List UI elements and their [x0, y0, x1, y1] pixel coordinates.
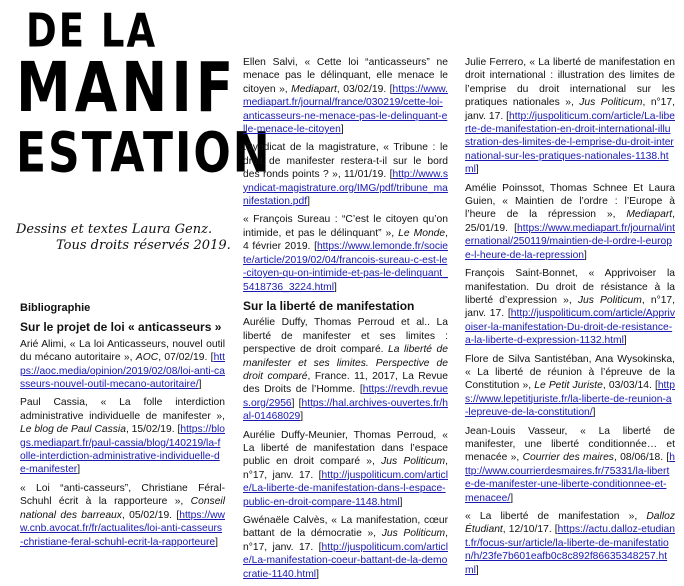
entry-link[interactable]: https://www.mediapart.fr/journal/france/030219/cette-loi-anticasseurs-ne-menace-pas-le-delinquant-elle-menace-le-citoyen [243, 83, 449, 136]
entry-source: Le Monde [398, 227, 446, 239]
entry-details: , 4 février 2019. [ [243, 227, 448, 253]
bibliography-right [465, 56, 675, 582]
entry-text: « Loi “anti-casseurs”, Christiane Féral-Schuhl écrit à la rapporteure », [20, 482, 225, 508]
entry-bracket: ] [307, 196, 310, 208]
entry-bracket: ] [475, 164, 479, 176]
entry-bracket: ] [584, 249, 587, 261]
entry-bracket: ] [215, 536, 219, 548]
entry-link[interactable]: http://juspoliticum.com/article/Apprivoiser-la-manifestation-Du-droit-de-resistance-a-la-liberte-d-expression-1132.html [465, 308, 675, 347]
credits [16, 222, 231, 254]
section-heading-liberte: Sur la liberté de manifestation [243, 298, 415, 313]
entry-text: Ellen Salvi, « Cette loi “anticasseurs” ne menace pas le délinquant, elle menace le citoyen », [243, 57, 448, 95]
entry-bracket: ] [334, 281, 337, 293]
entry-details: , France. 11, 2017, La Revue des Droits de l’Homme. [ [243, 370, 449, 396]
bibliography-heading: Bibliographie [20, 302, 91, 314]
entry-bracket: ] [300, 411, 304, 423]
entry-details: , n°17, janv. 17. [ [243, 528, 448, 553]
bibliography-entry [465, 182, 675, 262]
bibliography-entry [20, 396, 225, 476]
credit-line-2: Tous droits réservés 2019. [56, 238, 231, 253]
entry-bracket: ] [340, 124, 344, 136]
entry-link[interactable]: https://www.lepetitjuriste.fr/la-liberte-de-reunion-a-lepreuve-de-la-constitution/ [465, 380, 676, 419]
entry-text: tSyndicat de la magistrature, « Tribune : le droit de manifester restera-t-il sur le bord des ronds points ? », 11/01/19. [ [243, 142, 448, 181]
entry-text: Aurélie Duffy-Meunier, Thomas Perroud, « La liberté de manifestation dans l’espace public en droit comparé », [243, 429, 448, 468]
entry-link[interactable]: https://hal.archives-ouvertes.fr/hal-01468029 [243, 397, 448, 423]
bibliography-entry [465, 267, 675, 347]
bibliography-entry [243, 429, 448, 509]
entry-source: Mediapart [291, 83, 337, 95]
entry-bracket: ] [399, 496, 403, 508]
entry-details: , 25/01/19. [ [465, 209, 675, 234]
entry-link[interactable]: https://www.mediapart.fr/journal/international/250119/maintien-de-l-ordre-l-europe-l-heure-de-la-repression [465, 222, 675, 261]
bibliography-entry [20, 482, 225, 549]
entry-link[interactable]: http://juspoliticum.com/article/La-liberte-de-manifestation-en-droit-international-illustration-des-limites-de-l-emprise-du-droit-international-sur-les-pratiques-nationales-1138.html [465, 110, 675, 176]
bibliography-entry [243, 316, 448, 423]
entry-details: , 03/03/14. [ [602, 380, 658, 392]
entry-source: Jus Politicum [381, 456, 446, 468]
bibliography-entry [243, 213, 448, 293]
entry-link[interactable]: https://www.cnb.avocat.fr/fr/actualites/loi-anti-casseurs-christiane-feral-schuhl-ecrit-la-rapporteure [20, 509, 225, 548]
bibliography-entry [465, 510, 675, 577]
entry-text: Paul Cassia, « La folle interdiction administrative individuelle de manifester », [20, 397, 225, 422]
entry-link[interactable]: https://revdh.revues.org/2956 [243, 384, 448, 409]
entry-details: , 08/06/18. [ [613, 452, 670, 464]
title-artwork [16, 3, 272, 185]
entry-text: « François Sureau : “C’est le citoyen qu’on intimide, et pas le délinquant” », [243, 214, 448, 239]
bibliography-left [20, 302, 225, 554]
entry-bracket: ] [592, 407, 596, 419]
entry-bracket: ] [316, 568, 319, 580]
bibliography-entry [20, 338, 225, 392]
entry-link[interactable]: https://actu.dalloz-etudiant.fr/focus-sur/article/la-liberte-de-manifestation/h/23fe7b601eafb0c8c892f86635348257.html [465, 524, 675, 576]
entry-bracket: ] [623, 335, 627, 347]
entry-source: Jus Politicum [381, 528, 446, 540]
entry-text: Arié Alimi, « La loi Anticasseurs, nouvel outil du mécano autoritaire », [20, 338, 225, 364]
entry-details: , 15/02/19. [ [125, 424, 181, 436]
entry-text: François Saint-Bonnet, « Apprivoiser la manifestation. Du droit de résistance à la liberté d’expression », [465, 268, 675, 306]
bibliography-entry [465, 425, 675, 505]
bibliography-entry [243, 514, 448, 581]
entry-text: Amélie Poinssot, Thomas Schnee Et Laura Guien, « Maintien de l’ordre : l’Europe à l’heure de la répression », [465, 182, 675, 221]
entry-link[interactable]: http://juspoliticum.com/article/La-manifestation-coeur-battant-de-la-democratie-1140.html [243, 541, 448, 580]
bibliography-middle [243, 56, 448, 586]
entry-source: AOC [135, 352, 159, 364]
section-1-entries [20, 338, 225, 549]
entry-text: Jean-Louis Vasseur, « La liberté de manifester, une liberté conditionnée… et menacée », [465, 425, 675, 464]
entry-text: Julie Ferrero, « La liberté de manifestation en droit international : illustration des limites de l’emprise du droit international sur les pratiques nationales », [465, 57, 675, 109]
entry-separator: ] [ [291, 397, 302, 409]
title-line-1: DE LA [26, 3, 158, 58]
entry-link[interactable]: https://www.lemonde.fr/societe/article/2019/02/04/francois-sureau-c-est-le-citoyen-qu-on-intimide-et-pas-le-delinquant_5418736_3224.html [243, 241, 448, 293]
entry-source: Jus Politicum [579, 97, 643, 109]
entry-source: Jus Politicum [577, 294, 642, 306]
entry-source: Courrier des maires [522, 452, 614, 464]
bibliography-entry [465, 353, 675, 420]
entry-details: , n°17, janv. 17. [ [243, 456, 449, 481]
entry-details: , 05/02/19. [ [121, 509, 180, 521]
section-2-entries [243, 316, 448, 581]
entry-details: , n°17, janv. 17. [ [465, 97, 675, 122]
entry-source: Le Petit Juriste [534, 380, 603, 392]
section-1-continued [243, 56, 448, 294]
entry-source: Dalloz Étudiant [465, 511, 675, 536]
entry-details: , 07/02/19. [ [158, 352, 214, 364]
bibliography-entry [243, 141, 448, 208]
entry-text: « La liberté de manifestation », [465, 511, 647, 522]
entry-link[interactable]: https://aoc.media/opinion/2019/02/08/loi-anti-casseurs-nouvel-outil-mecano-autoritaire/ [20, 352, 226, 391]
entry-text: Flore de Silva Santistéban, Ana Wysokinska, « La liberté de réunion à l’épreuve de la Constitution », [465, 353, 675, 392]
section-2-continued [465, 56, 675, 577]
entry-source: Conseil national des barreaux [20, 496, 225, 521]
entry-bracket: ] [77, 464, 81, 476]
entry-text: Gwénaële Calvès, « La manifestation, cœur battant de la démocratie », [243, 515, 448, 540]
credit-line-1: Dessins et textes Laura Genz. [16, 222, 213, 237]
bibliography-entry [243, 56, 448, 136]
entry-link[interactable]: http://www.courrierdesmaires.fr/75331/la-liberte-de-manifester-une-liberte-conditionnee-et-menacee/ [465, 452, 676, 504]
entry-text: Aurélie Duffy, Thomas Perroud et al.. La liberté de manifester et ses limites : perspective de droit comparé. [243, 317, 448, 356]
title-line-2: MANIF [16, 47, 238, 128]
entry-link[interactable]: http://juspoliticum.com/article/La-liberte-de-manifestation-dans-l-espace-public-en-droit-compare-1148.html [243, 469, 448, 508]
title-line-3: ESTATION [16, 121, 272, 185]
entry-bracket: ] [510, 492, 514, 504]
entry-details: , 03/02/19. [ [336, 83, 393, 95]
entry-source: Mediapart [626, 209, 673, 221]
entry-details: , 12/10/17. [ [502, 524, 558, 536]
section-heading-anticasseurs: Sur le projet de loi « anticasseurs » [20, 320, 222, 335]
entry-details: , n°17, janv. 17. [ [465, 294, 676, 320]
entry-bracket: ] [198, 379, 202, 391]
entry-link[interactable]: http://www.syndicat-magistrature.org/IMG/pdf/tribune_manifestation.pdf [243, 169, 448, 208]
entry-source: Le blog de Paul Cassia [20, 424, 126, 436]
entry-bracket: ] [475, 564, 479, 576]
bibliography-entry [465, 56, 675, 177]
entry-source: La liberté de manifester et ses limites. Perspective de droit comparé [243, 344, 448, 382]
entry-link[interactable]: https://blogs.mediapart.fr/paul-cassia/blog/140219/la-folle-interdiction-administrative-individuelle-de-manifester [20, 424, 225, 476]
